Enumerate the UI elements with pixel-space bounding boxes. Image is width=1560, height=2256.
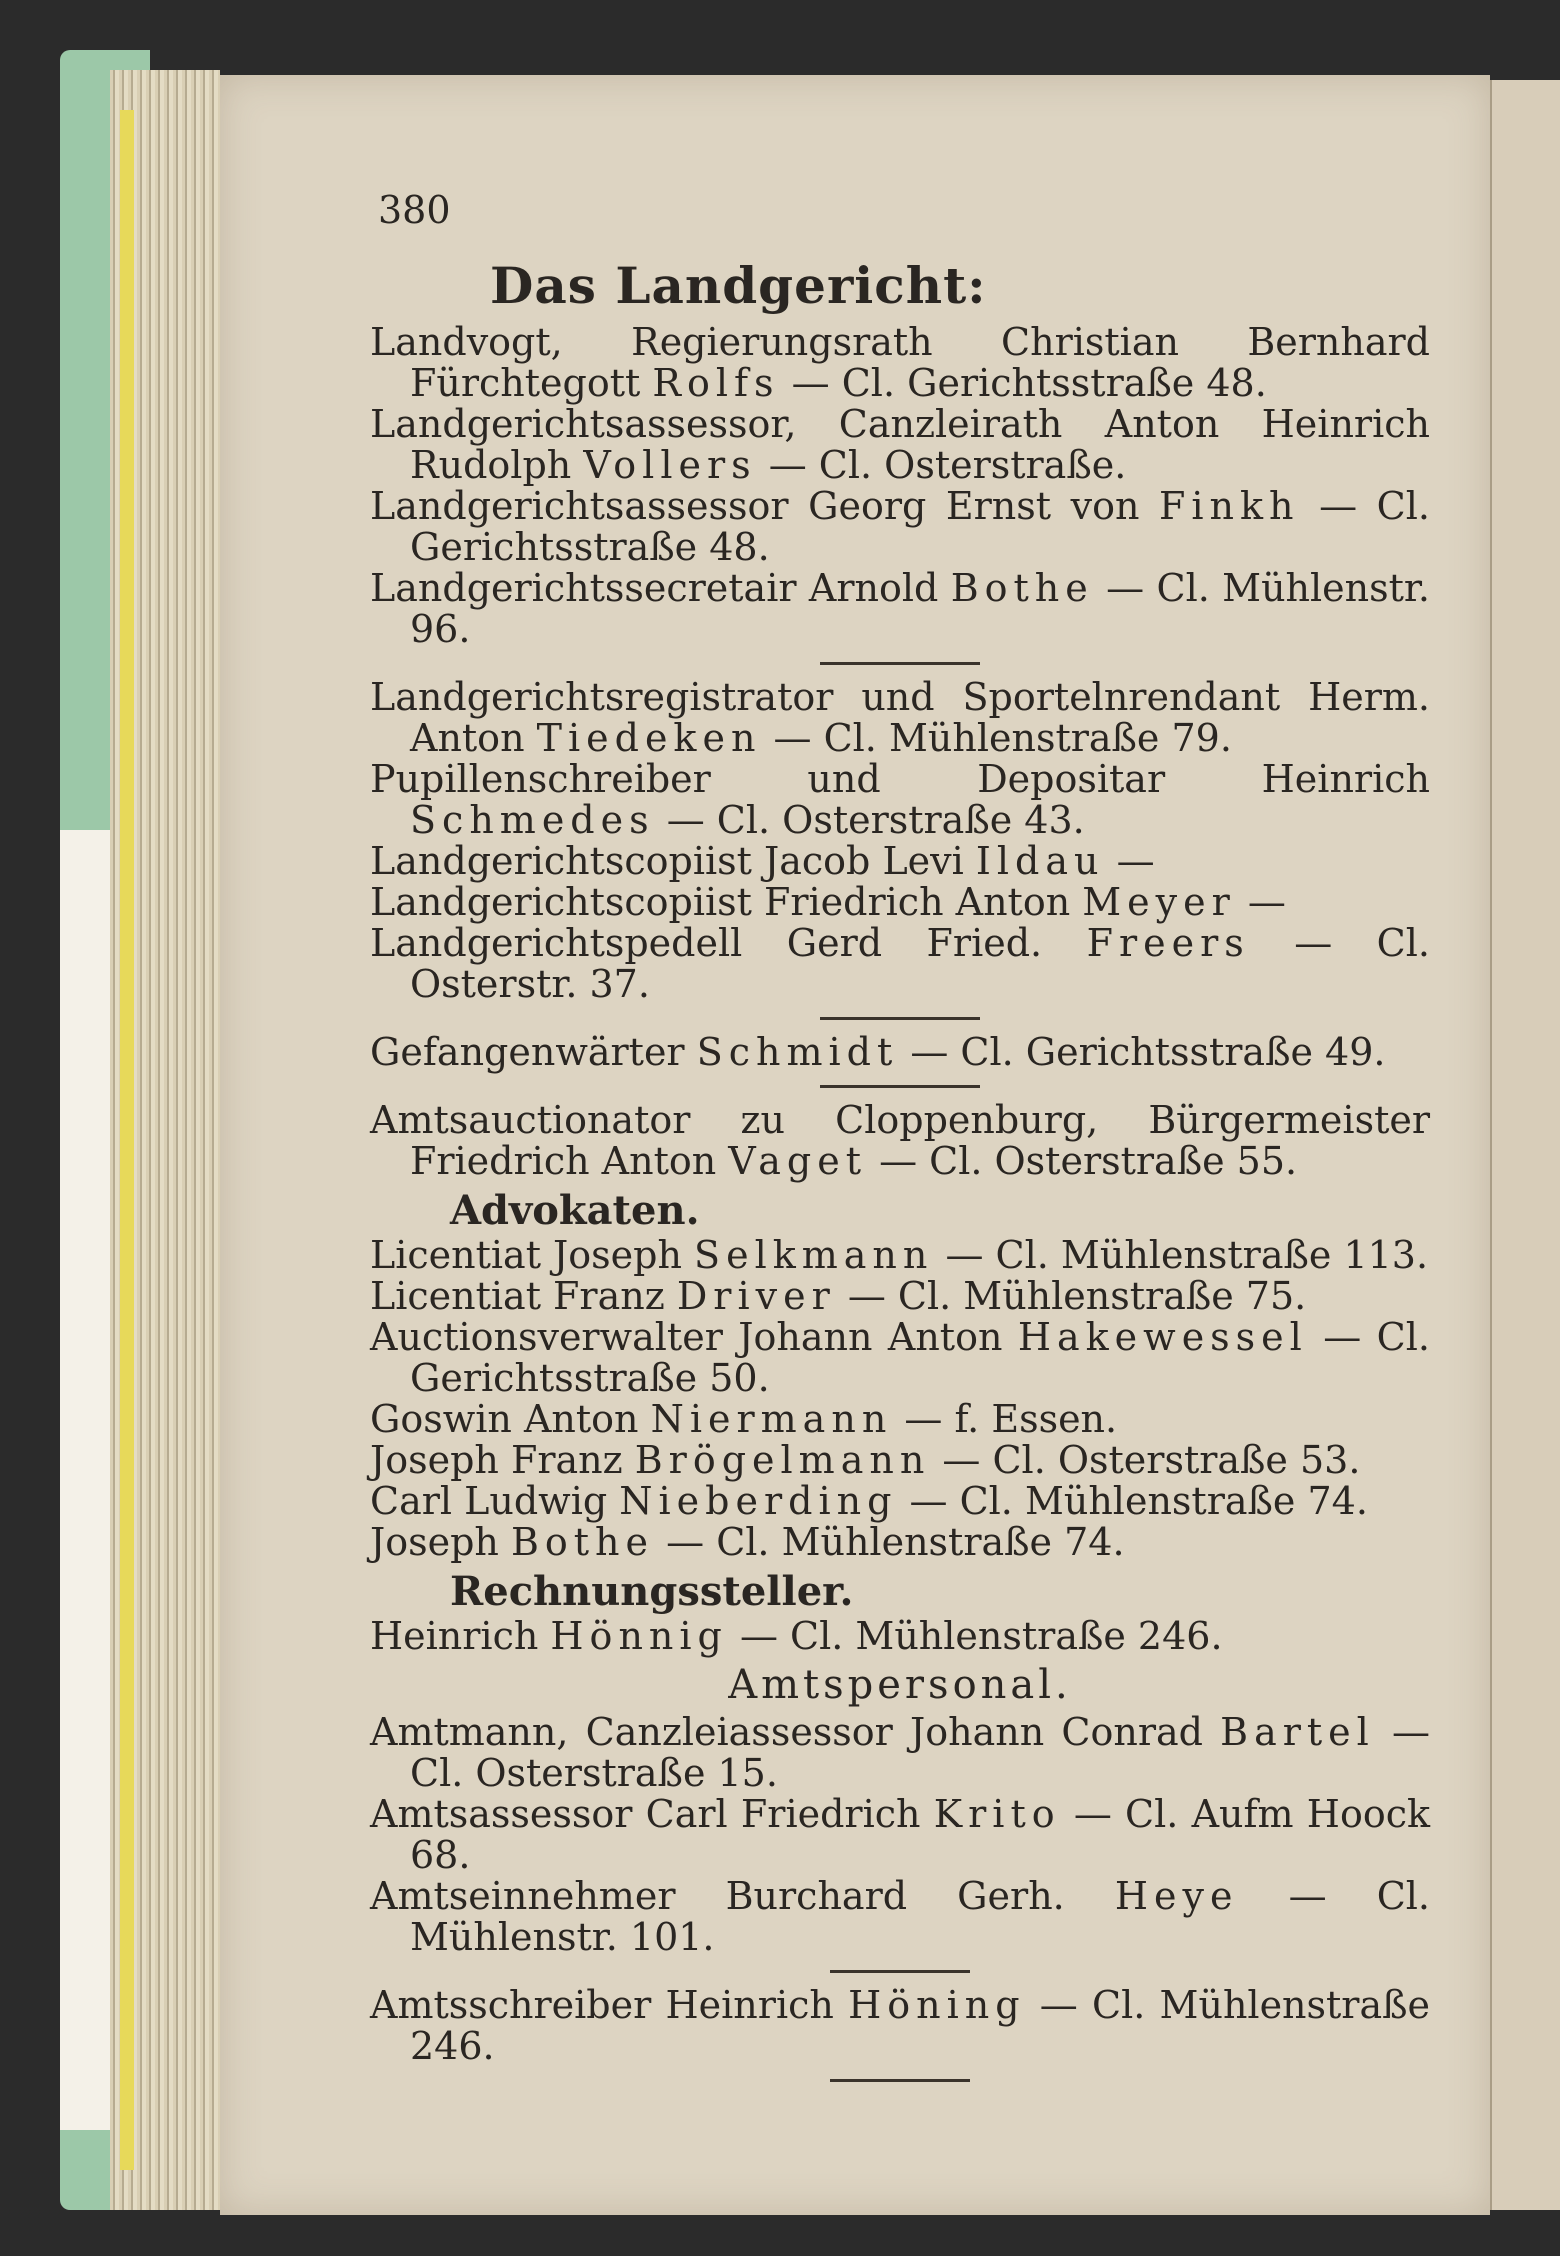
entry-surname: Rolfs: [652, 361, 780, 405]
directory-entry: [370, 404, 1430, 486]
page-number: 380: [378, 188, 451, 232]
entry-title: Pupillenschreiber und Depositar Heinrich: [370, 757, 1430, 801]
entries-amtspersonal: [370, 1712, 1430, 1958]
entry-address: —: [1235, 880, 1286, 924]
entry-address: — Cl. Mühlenstraße 246.: [727, 1614, 1223, 1658]
entry-address: — Cl. Osterstraße 55.: [866, 1139, 1298, 1183]
entry-title: Goswin Anton: [370, 1397, 651, 1441]
entry-title: Landgerichtsregistrator und Sportelnrendant Herm. Anton: [370, 675, 1430, 760]
entry-title: Licentiat Franz: [370, 1274, 677, 1318]
entries-last: [370, 1985, 1430, 2067]
entry-title: Amtsauctionator zu Cloppenburg, Bürgermeister Friedrich Anton: [370, 1098, 1430, 1183]
directory-entry: [370, 1481, 1430, 1522]
entry-address: — Cl. Mühlenstr. 96.: [410, 566, 1430, 651]
directory-entry: [370, 677, 1430, 759]
entry-surname: Höning: [848, 1983, 1026, 2027]
section-heading-amtspersonal: Amtspersonal.: [728, 1662, 1072, 1708]
entry-surname: Hönnig: [550, 1614, 728, 1658]
entries-group-2: [370, 677, 1430, 1005]
entry-surname: Hakewessel: [1017, 1315, 1308, 1359]
directory-entry: [370, 923, 1430, 1005]
directory-entry: [370, 759, 1430, 841]
entry-title: Landgerichtscopiist Friedrich Anton: [370, 880, 1083, 924]
entry-title: Amtsassessor Carl Friedrich: [370, 1792, 934, 1836]
entry-address: — Cl. Gerichtsstraße 50.: [410, 1315, 1430, 1400]
divider: [820, 1017, 980, 1020]
entry-address: — Cl. Gerichtsstraße 49.: [898, 1030, 1386, 1074]
directory-entry: [370, 1100, 1430, 1182]
entry-title: Carl Ludwig: [370, 1479, 620, 1523]
entry-surname: Bothe: [510, 1520, 655, 1564]
directory-entry: [370, 1440, 1430, 1481]
entry-surname: Driver: [676, 1274, 836, 1318]
divider: [830, 1970, 970, 1973]
section-heading-advokaten: Advokaten.: [450, 1187, 700, 1234]
entry-address: — Cl. Mühlenstraße 79.: [761, 716, 1232, 760]
entry-address: — Cl. Mühlenstraße 246.: [410, 1983, 1430, 2068]
directory-entry: [370, 841, 1430, 882]
entry-title: Landgerichtscopiist Jacob Levi: [370, 839, 976, 883]
entry-address: — Cl. Mühlenstr. 101.: [410, 1874, 1431, 1959]
entry-surname: Selkmann: [694, 1233, 934, 1277]
directory-entry: [370, 486, 1430, 568]
directory-entry: [370, 568, 1430, 650]
divider: [820, 662, 980, 665]
entry-surname: Schmedes: [410, 798, 655, 842]
entry-address: — Cl. Mühlenstraße 74.: [654, 1520, 1125, 1564]
entry-address: — Cl. Gerichtsstraße 48.: [779, 361, 1267, 405]
entry-surname: Freers: [1086, 921, 1250, 965]
entry-surname: Bartel: [1220, 1710, 1375, 1754]
directory-entry: [370, 1712, 1430, 1794]
entry-surname: Vollers: [583, 443, 757, 487]
directory-entry: [370, 1522, 1430, 1563]
directory-entry: [370, 882, 1430, 923]
entry-address: — Cl. Osterstraße 53.: [930, 1438, 1361, 1482]
entry-address: — Cl. Mühlenstraße 74.: [897, 1479, 1368, 1523]
directory-entry: [370, 1616, 1430, 1657]
entries-group-1: [370, 322, 1430, 650]
entry-title: Landgerichtspedell Gerd Fried.: [370, 921, 1087, 965]
entry-title: Landgerichtsassessor, Canzleirath Anton Heinrich Rudolph: [370, 402, 1430, 487]
entry-title: Amtsschreiber Heinrich: [370, 1983, 849, 2027]
page-stack: [110, 70, 220, 2210]
entry-address: — Cl. Osterstraße.: [756, 443, 1127, 487]
entry-surname: Brögelmann: [634, 1438, 931, 1482]
entry-surname: Meyer: [1082, 880, 1236, 924]
entry-surname: Vaget: [728, 1139, 867, 1183]
section-heading-rechnungssteller: Rechnungssteller.: [450, 1568, 854, 1615]
entry-surname: Tiedeken: [536, 716, 762, 760]
entry-title: Landgerichtsassessor Georg Ernst von: [370, 484, 1160, 528]
entry-address: — Cl. Osterstr. 37.: [410, 921, 1430, 1006]
entry-title: Landvogt, Regierungsrath Christian Bernhard Fürchtegott: [370, 320, 1430, 405]
directory-entry: [370, 1794, 1430, 1876]
entry-title: Gefangenwärter: [370, 1030, 697, 1074]
directory-entry: [370, 1317, 1430, 1399]
entry-title: Licentiat Joseph: [370, 1233, 695, 1277]
directory-entry: [370, 1276, 1430, 1317]
entries-group-3: [370, 1032, 1430, 1073]
directory-entry: [370, 1399, 1430, 1440]
entry-title: Landgerichtssecretair Arnold: [370, 566, 951, 610]
entry-surname: Heye: [1114, 1874, 1239, 1918]
entry-title: Joseph: [370, 1520, 511, 1564]
entry-surname: Krito: [933, 1792, 1061, 1836]
entries-advokaten: [370, 1235, 1430, 1563]
entry-address: —: [1104, 839, 1155, 883]
entry-title: Joseph Franz: [370, 1438, 635, 1482]
directory-entry: [370, 1985, 1430, 2067]
entry-surname: Ildau: [975, 839, 1105, 883]
entry-surname: Finkh: [1159, 484, 1300, 528]
directory-entry: [370, 322, 1430, 404]
entry-address: — Cl. Osterstraße 43.: [654, 798, 1085, 842]
entry-title: Heinrich: [370, 1614, 551, 1658]
divider: [820, 1085, 980, 1088]
directory-entry: [370, 1032, 1430, 1073]
gilt-edge: [120, 110, 134, 2170]
entry-address: — Cl. Osterstraße 15.: [410, 1710, 1430, 1795]
entry-address: — Cl. Mühlenstraße 113.: [933, 1233, 1429, 1277]
entry-surname: Niermann: [650, 1397, 893, 1441]
entry-address: — f. Essen.: [892, 1397, 1118, 1441]
entry-address: — Cl. Gerichtsstraße 48.: [410, 484, 1430, 569]
entry-address: — Cl. Mühlenstraße 75.: [835, 1274, 1307, 1318]
facing-page-edge: [1490, 80, 1560, 2210]
entries-rechnungssteller: [370, 1616, 1430, 1657]
entry-surname: Nieberding: [619, 1479, 898, 1523]
entry-address: — Cl. Aufm Hoock 68.: [410, 1792, 1431, 1877]
directory-entry: [370, 1235, 1430, 1276]
entries-group-4: [370, 1100, 1430, 1182]
directory-entry: [370, 1876, 1430, 1958]
entry-title: Amtseinnehmer Burchard Gerh.: [370, 1874, 1115, 1918]
entry-surname: Bothe: [950, 566, 1094, 610]
divider: [830, 2079, 970, 2082]
page-content: [370, 190, 1430, 2094]
entry-title: Amtmann, Canzleiassessor Johann Conrad: [370, 1710, 1221, 1754]
entry-surname: Schmidt: [696, 1030, 899, 1074]
entry-title: Auctionsverwalter Johann Anton: [370, 1315, 1018, 1359]
section-heading-landgericht: Das Landgericht:: [490, 256, 987, 315]
